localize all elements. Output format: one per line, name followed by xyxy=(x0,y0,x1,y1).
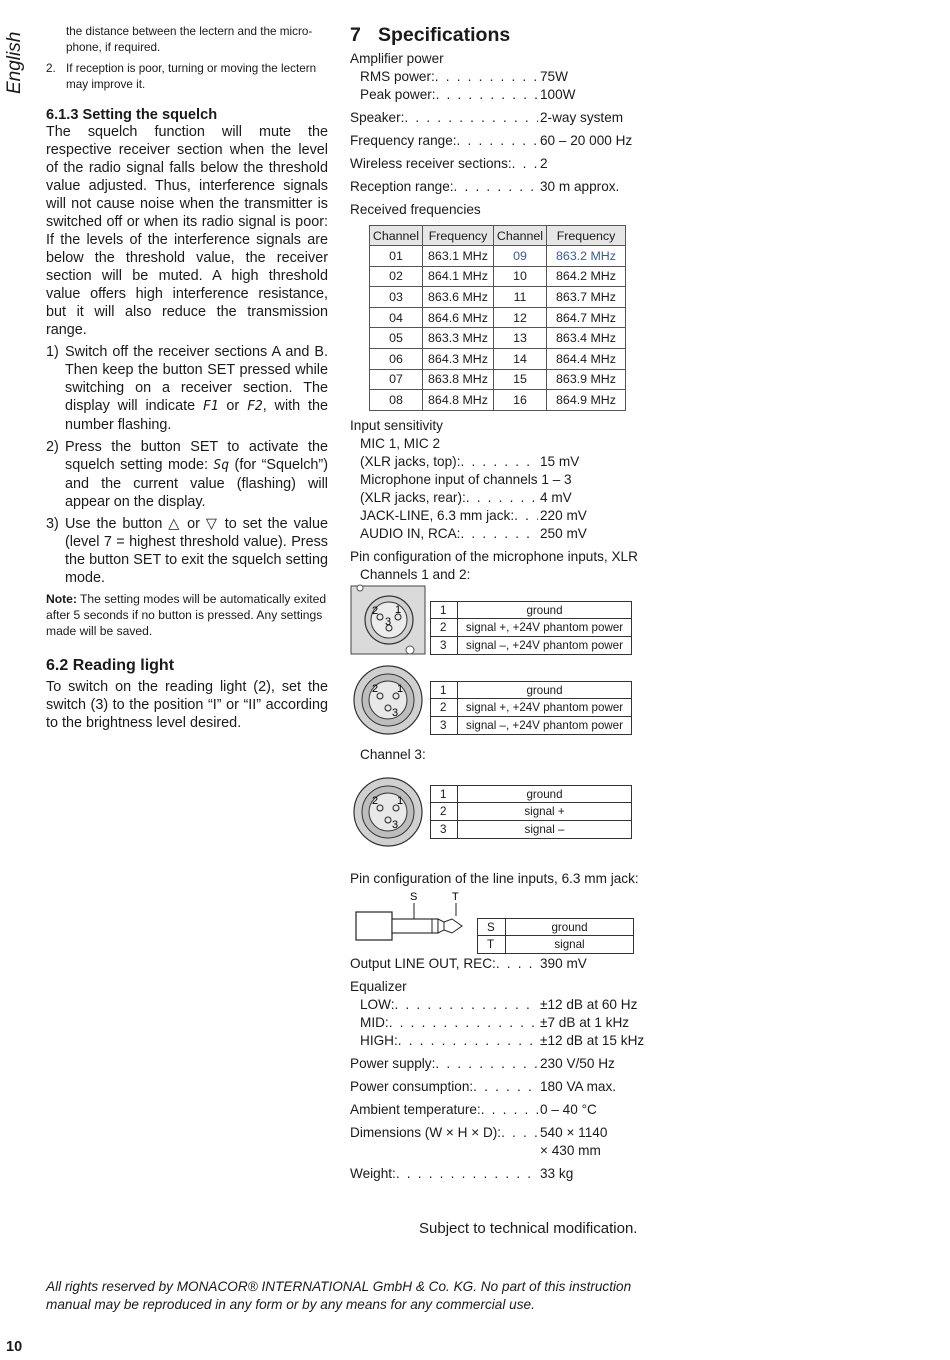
spec-row xyxy=(350,155,640,173)
table-row xyxy=(370,307,626,328)
pin-digit: 1 xyxy=(397,682,404,695)
frequency-cell: 864.6 MHz xyxy=(423,307,494,328)
channel-cell: 10 xyxy=(494,266,547,287)
reading-light-body: To switch on the reading light (2), set the switch (3) to the position “I” or “II” according to the brightness level desired. xyxy=(46,679,328,731)
step-text: , with the number flashing. xyxy=(65,398,329,433)
table-row xyxy=(370,348,626,369)
channel-cell: 06 xyxy=(370,348,423,369)
pin-row xyxy=(431,803,632,821)
pin-number: 2 xyxy=(431,699,458,717)
frequency-cell: 863.2 MHz xyxy=(547,246,626,267)
spec-value: 390 mV xyxy=(540,955,587,971)
frequency-cell: 864.2 MHz xyxy=(547,266,626,287)
page-number: 10 xyxy=(6,1339,23,1355)
pin-digit: 2 xyxy=(372,794,379,807)
spec-row xyxy=(350,178,640,196)
spec-value: × 430 mm xyxy=(540,1142,601,1158)
column-header: Frequency xyxy=(423,226,494,246)
table-row xyxy=(370,287,626,308)
channel-cell: 08 xyxy=(370,390,423,411)
list-text: If reception is poor, turning or moving the lectern may improve it. xyxy=(66,62,317,91)
frequency-cell: 864.8 MHz xyxy=(423,390,494,411)
channel-cell: 11 xyxy=(494,287,547,308)
squelch-body: The squelch function will mute the respective receiver section when the level of the radio signal falls below the threshold value adjusted. Thus, interference signals will not cause noise when the transmitter is switched off or when its radio signal is poor: If the levels of the interference signals are below the threshold value, the receiver section will be muted. A high threshold value offers high interference resistance, but it will also reduce the transmission range. xyxy=(46,124,328,338)
channels-12-label: Channels 1 and 2: xyxy=(360,566,471,582)
jack-tip-label: T xyxy=(452,890,459,903)
xlr-rear-pin-block xyxy=(350,664,640,746)
pin-row xyxy=(431,636,632,654)
step-item xyxy=(46,515,328,587)
spec-row xyxy=(350,132,640,150)
spec-value: 30 m approx. xyxy=(540,179,620,194)
step-item xyxy=(46,343,328,434)
display-code: F2 xyxy=(247,399,263,414)
spec-label: (XLR jacks, top): xyxy=(360,453,461,469)
sensitivity-list xyxy=(350,417,640,584)
table-row xyxy=(370,369,626,390)
spec-row xyxy=(350,86,640,104)
frequency-cell: 863.7 MHz xyxy=(547,287,626,308)
language-label: English xyxy=(4,31,25,94)
xlr-top-connector-icon xyxy=(350,584,426,656)
pin-digit: 1 xyxy=(397,794,404,807)
spec-row xyxy=(350,525,640,543)
step-text: or xyxy=(218,398,248,414)
copyright-notice: All rights reserved by MONACOR® INTERNATIONAL GmbH & Co. KG. No part of this instruction manual may be reproduced in any form or by any means for any commercial use. xyxy=(46,1279,632,1312)
pin-row xyxy=(431,716,632,734)
frequency-cell: 863.9 MHz xyxy=(547,369,626,390)
pin-row xyxy=(431,699,632,717)
table-row xyxy=(370,266,626,287)
pin-row xyxy=(431,619,632,637)
spec-label: Reception range: xyxy=(350,179,454,194)
spec-row xyxy=(350,996,640,1014)
channel-cell: 15 xyxy=(494,369,547,390)
reading-light-heading: 6.2 Reading light xyxy=(46,657,175,674)
column-header: Channel xyxy=(370,226,423,246)
note-text: The setting modes will be automatically exited after 5 seconds if no button is pressed. Any settings made will be saved. xyxy=(46,592,327,638)
section-title: Specifications xyxy=(378,24,511,46)
mic12-label: MIC 1, MIC 2 xyxy=(360,435,441,451)
pin-number: 2 xyxy=(431,619,458,637)
pin-config-mic-label: Pin configuration of the microphone inputs, XLR xyxy=(350,548,638,564)
pin-function: signal – xyxy=(458,820,632,838)
spec-value: 0 – 40 °C xyxy=(540,1101,597,1117)
spec-label: (XLR jacks, rear): xyxy=(360,489,466,505)
spec-value: 220 mV xyxy=(540,507,587,523)
spec-label: Peak power: xyxy=(360,87,436,102)
channel-cell: 12 xyxy=(494,307,547,328)
pin-table xyxy=(430,681,632,735)
received-frequencies-label: Received frequencies xyxy=(350,202,481,217)
xlr-rear-connector-icon xyxy=(352,664,424,736)
pin-function: signal –, +24V phantom power xyxy=(458,636,632,654)
channel-cell: 09 xyxy=(494,246,547,267)
channel-cell: 16 xyxy=(494,390,547,411)
spec-value: 2-way system xyxy=(540,110,624,125)
column-header: Channel xyxy=(494,226,547,246)
spec-value: 15 mV xyxy=(540,453,580,469)
step-item xyxy=(46,438,328,511)
pin-table xyxy=(430,785,632,839)
spec-row xyxy=(350,1078,640,1096)
frequency-cell: 863.6 MHz xyxy=(423,287,494,308)
language-tab xyxy=(2,28,24,98)
pin-number: 3 xyxy=(431,636,458,654)
sensitivity-label: Input sensitivity xyxy=(350,417,443,433)
note xyxy=(46,591,328,639)
continued-line-1: the distance between the lectern and the micro- xyxy=(66,25,313,38)
pin-number: 1 xyxy=(431,785,458,803)
spec-value: 75W xyxy=(540,69,568,84)
spec-row xyxy=(350,1032,645,1050)
step-number: 1) xyxy=(46,344,59,360)
pin-table xyxy=(477,918,634,954)
jack-sleeve-label: S xyxy=(410,890,418,903)
pin-function: ground xyxy=(458,785,632,803)
spec-value: 60 – 20 000 Hz xyxy=(540,133,633,148)
channel-cell: 04 xyxy=(370,307,423,328)
frequency-cell: 864.3 MHz xyxy=(423,348,494,369)
pin-digit: 1 xyxy=(395,603,402,616)
spec-row-cont xyxy=(350,1142,640,1160)
spec-value: ±7 dB at 1 kHz xyxy=(540,1014,630,1030)
pin-function: signal + xyxy=(458,803,632,821)
continued-line-2: phone, if required. xyxy=(66,41,161,54)
pin-number: 1 xyxy=(431,681,458,699)
jack-pin-block xyxy=(350,888,640,954)
section-number: 7 xyxy=(350,24,361,46)
spec-value: 230 V/50 Hz xyxy=(540,1055,615,1071)
xlr-channel3-connector-icon xyxy=(352,776,424,848)
spec-row xyxy=(350,68,640,86)
spec-value: 100W xyxy=(540,87,576,102)
channel-3-label: Channel 3: xyxy=(360,746,426,762)
pin-row xyxy=(431,681,632,699)
channel-cell: 03 xyxy=(370,287,423,308)
specifications-column xyxy=(350,24,645,1183)
spec-label: Frequency range: xyxy=(350,133,457,148)
mic-channels-label: Microphone input of channels 1 – 3 xyxy=(360,471,572,487)
table-header-row xyxy=(370,226,626,246)
list-number: 2. xyxy=(46,62,56,75)
table-row xyxy=(370,328,626,349)
pin-function: signal xyxy=(506,936,634,954)
channel-cell: 01 xyxy=(370,246,423,267)
spec-label: RMS power: xyxy=(360,69,435,84)
pin-digit: 2 xyxy=(372,682,379,695)
pin-digit: 2 xyxy=(372,604,379,617)
pin-function: ground xyxy=(458,601,632,619)
frequency-cell: 863.8 MHz xyxy=(423,369,494,390)
frequency-table xyxy=(369,225,626,411)
spec-row xyxy=(350,453,640,471)
spec-value: 540 × 1140 xyxy=(540,1124,608,1140)
channel-cell: 14 xyxy=(494,348,547,369)
spec-label: Ambient temperature: xyxy=(350,1101,481,1117)
spec-list-lower xyxy=(350,955,645,1183)
pin-function: ground xyxy=(506,918,634,936)
amplifier-label: Amplifier power xyxy=(350,51,444,66)
display-code: Sq xyxy=(213,458,230,473)
spec-label: HIGH: xyxy=(360,1032,398,1048)
pin-function: signal +, +24V phantom power xyxy=(458,699,632,717)
pin-number: 1 xyxy=(431,601,458,619)
pin-row xyxy=(431,785,632,803)
spec-row xyxy=(350,1101,640,1119)
spec-row xyxy=(350,489,640,507)
spec-label: MID: xyxy=(360,1014,389,1030)
spec-label: Speaker: xyxy=(350,110,405,125)
pin-function: ground xyxy=(458,681,632,699)
pin-number: 3 xyxy=(431,716,458,734)
frequency-cell: 863.3 MHz xyxy=(423,328,494,349)
spec-value: 250 mV xyxy=(540,525,587,541)
list-item xyxy=(46,61,328,93)
line-input-label-wrap xyxy=(350,870,640,888)
spec-value: ±12 dB at 60 Hz xyxy=(540,996,638,1012)
channel-cell: 13 xyxy=(494,328,547,349)
pin-number: 3 xyxy=(431,820,458,838)
continued-text xyxy=(46,24,328,56)
channel-cell: 02 xyxy=(370,266,423,287)
pin-row xyxy=(431,601,632,619)
step-text: (for “Squelch”) and the current value (flashing) will appear on the display. xyxy=(65,457,328,510)
spec-label: JACK-LINE, 6.3 mm jack: xyxy=(360,507,515,523)
table-row xyxy=(370,390,626,411)
spec-label: LOW: xyxy=(360,996,395,1012)
pin-digit: 3 xyxy=(392,818,399,831)
spec-row xyxy=(350,109,640,127)
section-heading xyxy=(350,24,640,47)
step-number: 3) xyxy=(46,516,59,532)
spec-value: 4 mV xyxy=(540,489,572,505)
spec-row xyxy=(350,507,640,525)
continued-list xyxy=(46,61,328,93)
frequency-cell: 864.4 MHz xyxy=(547,348,626,369)
display-code: F1 xyxy=(202,399,219,414)
frequency-cell: 864.7 MHz xyxy=(547,307,626,328)
table-row xyxy=(370,246,626,267)
frequency-cell: 864.9 MHz xyxy=(547,390,626,411)
spec-label: Dimensions (W × H × D): xyxy=(350,1124,502,1140)
step-text: Switch off the receiver sections A and B. Then keep the button SET pressed while switching on a receiver section. The display will indicate xyxy=(65,344,328,414)
pin-function: signal –, +24V phantom power xyxy=(458,716,632,734)
frequency-cell: 864.1 MHz xyxy=(423,266,494,287)
pin-number: S xyxy=(478,918,506,936)
spec-value: 33 kg xyxy=(540,1165,574,1181)
pin-function: signal +, +24V phantom power xyxy=(458,619,632,637)
spec-label: Output LINE OUT, REC: xyxy=(350,955,496,971)
pin-table xyxy=(430,601,632,655)
spec-row xyxy=(350,1124,640,1142)
squelch-heading: 6.1.3 Setting the squelch xyxy=(46,107,218,123)
note-label: Note: xyxy=(46,592,77,606)
pin-row xyxy=(478,936,634,954)
spec-row xyxy=(350,1055,640,1073)
step-number: 2) xyxy=(46,439,59,455)
spec-row xyxy=(350,1014,640,1032)
spec-label: Wireless receiver sections: xyxy=(350,156,512,171)
pin-row xyxy=(478,918,634,936)
pin-config-line-label: Pin configuration of the line inputs, 6.3 mm jack: xyxy=(350,870,639,886)
channel-3-label-wrap xyxy=(350,746,640,764)
column-header: Frequency xyxy=(547,226,626,246)
spec-label: Power consumption: xyxy=(350,1078,474,1094)
channel-cell: 05 xyxy=(370,328,423,349)
pin-digit: 3 xyxy=(385,615,392,628)
technical-modification-note: Subject to technical modification. xyxy=(419,1220,638,1237)
step-text: Use the button △ or ▽ to set the value (level 7 = highest threshold value). Press the button SET to exit the squelch setting mode. xyxy=(65,516,328,586)
pin-row xyxy=(431,820,632,838)
pin-number: T xyxy=(478,936,506,954)
xlr-top-pin-block xyxy=(350,584,640,664)
pin-number: 2 xyxy=(431,803,458,821)
jack-plug-icon xyxy=(352,888,472,954)
squelch-steps xyxy=(46,343,328,587)
left-column xyxy=(46,24,328,732)
pin-digit: 3 xyxy=(392,706,399,719)
equalizer-label: Equalizer xyxy=(350,978,407,994)
spec-label: Weight: xyxy=(350,1165,396,1181)
step-text: Press the button SET to activate the squelch setting mode: xyxy=(65,439,328,473)
spec-row xyxy=(350,955,640,973)
spec-label: Power supply: xyxy=(350,1055,436,1071)
frequency-cell: 863.1 MHz xyxy=(423,246,494,267)
channel-3-pin-block xyxy=(350,776,640,870)
frequency-cell: 863.4 MHz xyxy=(547,328,626,349)
spec-row xyxy=(350,1165,640,1183)
spec-value: 180 VA max. xyxy=(540,1078,617,1094)
channel-cell: 07 xyxy=(370,369,423,390)
spec-label: AUDIO IN, RCA: xyxy=(360,525,461,541)
spec-value: 2 xyxy=(540,156,548,171)
spec-value: ±12 dB at 15 kHz xyxy=(540,1032,645,1048)
spec-list xyxy=(350,50,640,219)
